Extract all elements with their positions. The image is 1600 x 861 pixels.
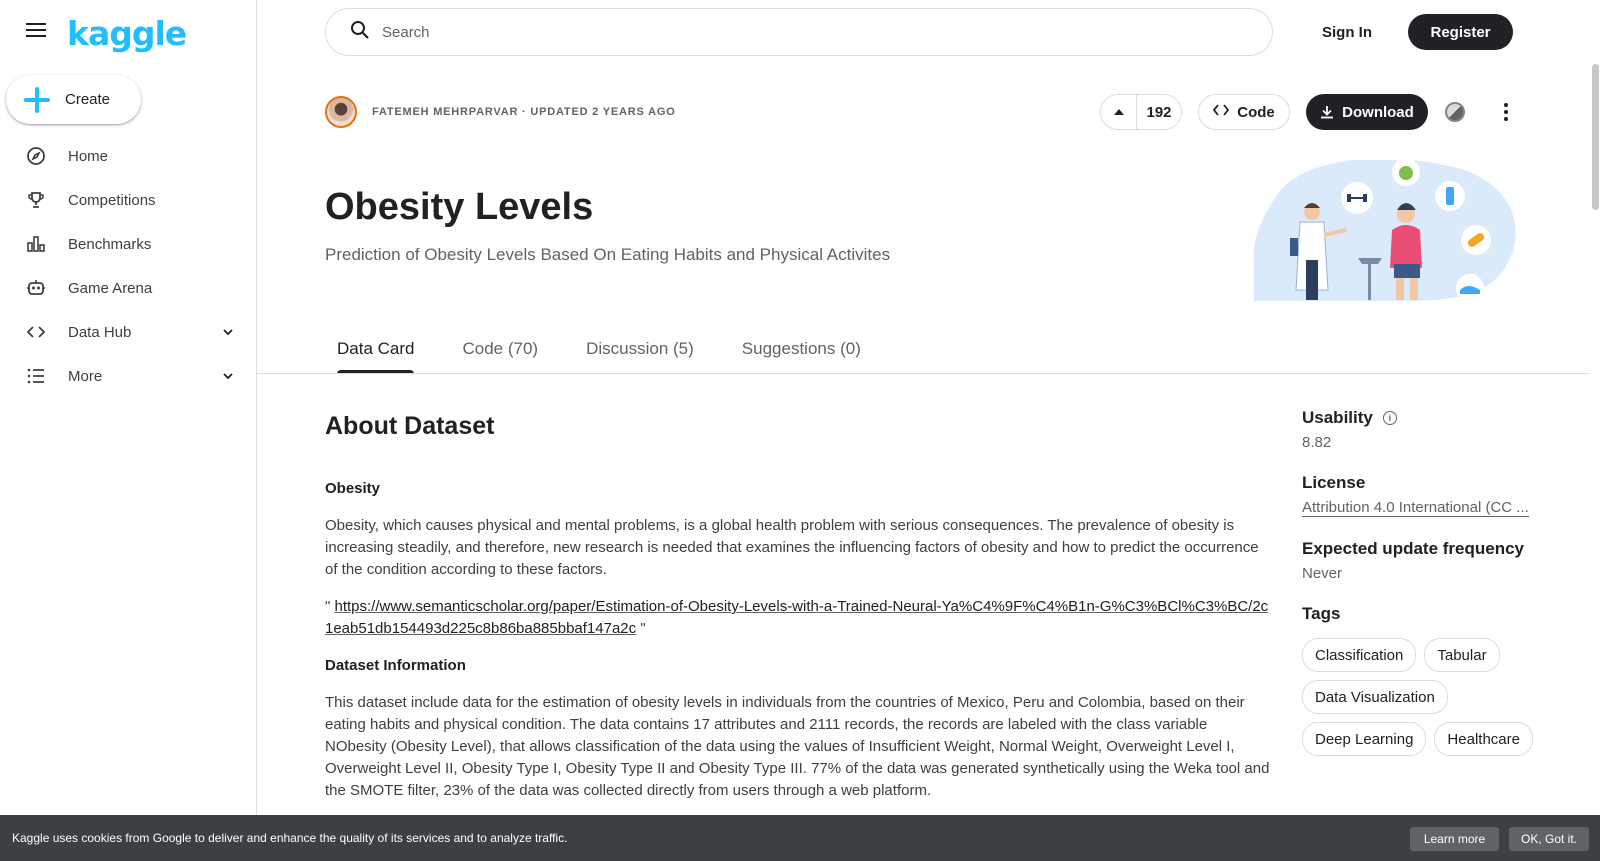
sidebar-item-data-hub[interactable] (0, 310, 256, 354)
theme-toggle-icon[interactable] (1445, 102, 1465, 122)
usability-heading (1302, 408, 1542, 428)
tab-code[interactable]: Code (70) (462, 339, 539, 358)
tab-bar (325, 332, 897, 374)
tag-chip[interactable]: Data Visualization (1302, 680, 1448, 714)
frequency-value: Never (1302, 565, 1343, 582)
reference-link[interactable]: https://www.semanticscholar.org/paper/Estimation-of-Obesity-Levels-with-a-Trained-Neural-Ya%C4%9F%C4%B1n-G%C3%BCl%C3%BC/2c1eab51db154493d225c8b86ba885bbaf147a2c (325, 598, 1269, 637)
code-button-label: Code (1237, 103, 1275, 121)
sidebar-item-competitions[interactable] (0, 178, 256, 222)
sidebar (0, 0, 257, 861)
license-label: License (1302, 473, 1366, 492)
search-icon (350, 20, 370, 45)
arrow-up-icon (1113, 108, 1125, 116)
dataset-description (325, 478, 1270, 817)
upvote-button[interactable] (1101, 95, 1137, 129)
sidebar-item-label: Home (68, 147, 109, 165)
search-input[interactable] (382, 24, 1182, 41)
plus-icon (24, 87, 50, 113)
tab-data-card[interactable]: Data Card (325, 332, 426, 374)
kaggle-logo[interactable]: kaggle (67, 14, 187, 53)
create-button[interactable] (6, 75, 141, 124)
usability-value: 8.82 (1302, 434, 1332, 451)
page-title: Obesity Levels (325, 186, 594, 228)
tab-suggestions[interactable]: Suggestions (0) (741, 339, 861, 358)
bar-chart-icon (26, 234, 46, 254)
search-bar[interactable] (325, 8, 1273, 56)
cookie-banner (0, 815, 1600, 861)
dataset-metadata (1302, 408, 1542, 764)
usability-label: Usability (1302, 408, 1373, 427)
code-brackets-icon (26, 322, 46, 342)
sidebar-item-more[interactable] (0, 354, 256, 398)
register-button[interactable]: Register (1408, 14, 1513, 50)
sign-in-button[interactable]: Sign In (1322, 23, 1372, 41)
frequency-label: Expected update frequency (1302, 539, 1525, 558)
sidebar-item-label: Game Arena (68, 279, 153, 297)
sidebar-item-label: Benchmarks (68, 235, 152, 253)
quote-close: " (636, 620, 646, 637)
about-heading: About Dataset (325, 412, 495, 440)
sidebar-item-home[interactable] (0, 134, 256, 178)
code-button[interactable] (1198, 94, 1290, 130)
compass-icon (26, 146, 46, 166)
sidebar-nav (0, 134, 256, 398)
section-text-dataset-info: This dataset include data for the estimation of obesity levels in individuals from the countries of Mexico, Peru and Colombia, based on their eating habits and physical condition. The data contains 17 attributes and 2111 records, the records are labeled with the class variable NObesity (Obesity Level), that allows classification of the data using the values of Insufficient Weight, Normal Weight, Overweight Level I, Overweight Level II, Obesity Type I, Obesity Type II and Obesity Type III. 77% of the data was generated synthetically using the Weka tool and the SMOTE filter, 23% of the data was collected directly from users through a web platform. (325, 694, 1270, 799)
tag-chip[interactable]: Tabular (1424, 638, 1499, 672)
dataset-cover-image (1254, 160, 1522, 301)
create-button-label: Create (65, 91, 111, 108)
sidebar-item-label: More (68, 367, 103, 385)
sidebar-item-benchmarks[interactable] (0, 222, 256, 266)
ok-got-it-button[interactable]: OK, Got it. (1509, 827, 1589, 851)
menu-icon[interactable] (24, 18, 48, 42)
sidebar-item-label: Data Hub (68, 323, 132, 341)
tabs-divider (257, 373, 1590, 374)
list-icon (26, 366, 46, 386)
trophy-icon (26, 190, 46, 210)
robot-icon (26, 278, 46, 298)
more-vert-icon[interactable] (1494, 100, 1518, 124)
cookie-message: Kaggle uses cookies from Google to deliver and enhance the quality of its services and to analyze traffic. (12, 831, 568, 845)
vote-count: 192 (1146, 103, 1172, 121)
sidebar-item-game-arena[interactable] (0, 266, 256, 310)
license-link[interactable]: Attribution 4.0 International (CC ... (1302, 499, 1529, 516)
section-title-obesity: Obesity (325, 480, 381, 497)
chevron-down-icon[interactable] (220, 324, 236, 340)
tag-chip[interactable]: Classification (1302, 638, 1416, 672)
scrollbar-thumb[interactable] (1592, 64, 1599, 210)
learn-more-button[interactable]: Learn more (1410, 827, 1499, 851)
tags-label: Tags (1302, 604, 1341, 623)
section-title-dataset-info: Dataset Information (325, 657, 466, 674)
tag-chip[interactable]: Healthcare (1434, 722, 1533, 756)
info-icon[interactable]: i (1383, 411, 1397, 425)
tag-list (1302, 638, 1552, 764)
quote-open: " (325, 598, 335, 615)
download-button-label: Download (1342, 103, 1414, 121)
download-icon (1320, 105, 1334, 119)
avatar[interactable] (325, 96, 357, 128)
page-subtitle: Prediction of Obesity Levels Based On Eating Habits and Physical Activites (325, 245, 891, 264)
tab-discussion[interactable]: Discussion (5) (586, 339, 694, 358)
sidebar-header (24, 14, 187, 53)
author-line: FATEMEH MEHRPARVAR · UPDATED 2 YEARS AGO (372, 106, 676, 118)
reference-paragraph (325, 596, 1270, 640)
tag-chip[interactable]: Deep Learning (1302, 722, 1426, 756)
sidebar-item-label: Competitions (68, 191, 156, 209)
author-row (325, 96, 676, 128)
vote-widget (1100, 94, 1182, 130)
chevron-down-icon[interactable] (220, 368, 236, 384)
download-button[interactable] (1306, 94, 1428, 130)
code-icon (1213, 104, 1229, 120)
section-text-obesity: Obesity, which causes physical and mental problems, is a global health problem with serious consequences. The prevalence of obesity is increasing steadily, and therefore, new research is needed that examines the influencing factors of obesity and how to predict the occurrence of the condition according to these factors. (325, 517, 1259, 578)
